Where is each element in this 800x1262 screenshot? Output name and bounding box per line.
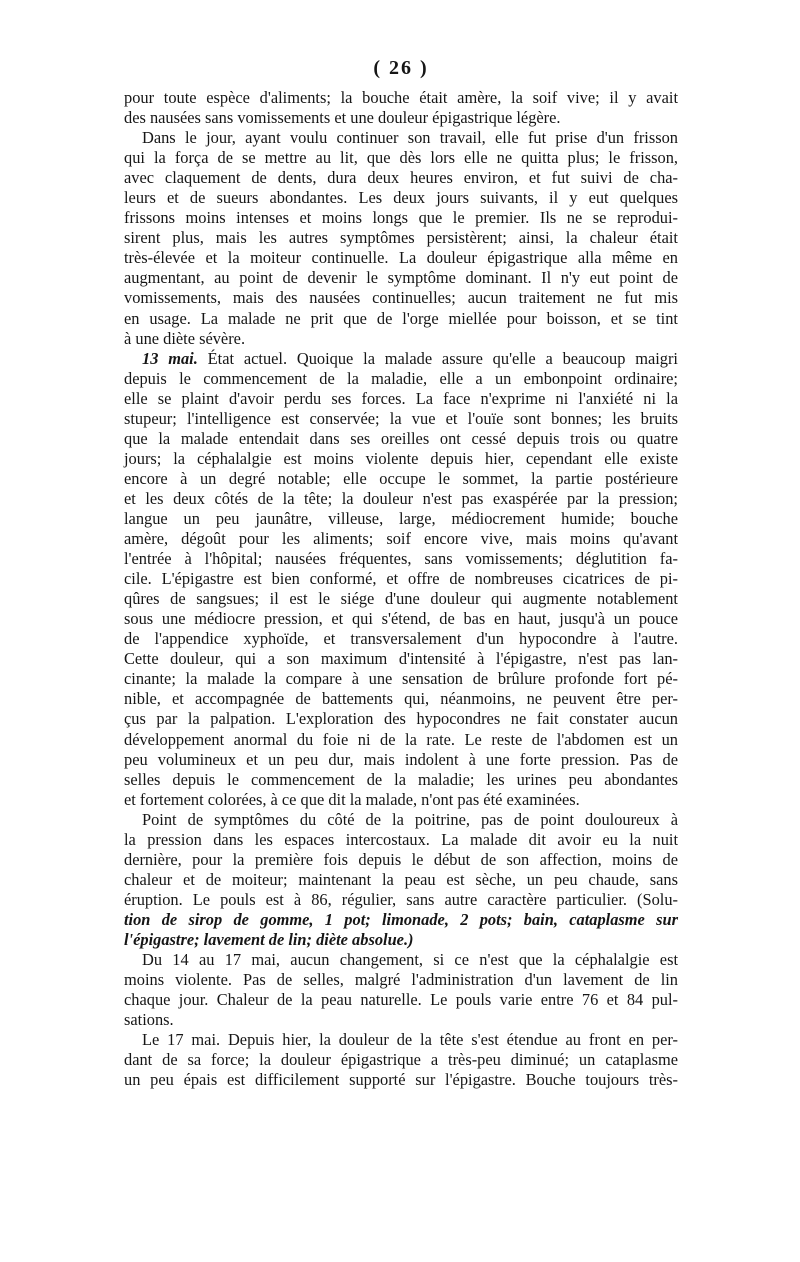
text-line: nible, et accompagnée de battements qui, néanmoins, ne peuvent être per- <box>124 689 678 709</box>
text-line: cile. L'épigastre est bien conformé, et offre de nombreuses cicatrices de pi- <box>124 569 678 589</box>
text-line: Le 17 mai. Depuis hier, la douleur de la tête s'est étendue au front en per- <box>142 1030 678 1050</box>
text-line: amère, dégoût pour les aliments; soif encore vive, mais moins qu'avant <box>124 529 678 549</box>
text-line: à une diète sévère. <box>124 328 246 348</box>
text-line: cinante; la malade la compare à une sensation de brûlure profonde fort pé- <box>124 669 678 689</box>
text-line: augmentant, au point de devenir le symptôme dominant. Il n'y eut point de <box>124 268 678 288</box>
text-line: jours; la céphalalgie est moins violente depuis hier, cependant elle existe <box>124 448 678 468</box>
paragraph-1 <box>124 88 678 128</box>
text-line: peu volumineux et un peu dur, mais indolent à une forte pression. Pas de <box>124 749 678 769</box>
paragraph-2 <box>124 128 678 349</box>
text-line: chaque jour. Chaleur de la peau naturelle. Le pouls varie entre 76 et 84 pul- <box>124 990 678 1010</box>
text-line: éruption. Le pouls est à 86, régulier, sans autre caractère particulier. (Solu- <box>124 889 678 909</box>
text-line <box>124 349 678 369</box>
prescription-line: l'épigastre; lavement de lin; diète absolue.) <box>124 929 414 949</box>
text-line: sirent plus, mais les autres symptômes persistèrent; ainsi, la chaleur était <box>124 228 678 248</box>
text-line: en usage. La malade ne prit que de l'orge miellée pour boisson, et se tint <box>124 308 678 328</box>
text-line-rest: État actuel. Quoique la malade assure qu'elle a beaucoup maigri <box>197 348 678 368</box>
text-line: dernière, pour la première fois depuis le début de son affection, moins de <box>124 849 678 869</box>
text-line: avec claquement de dents, dura deux heures environ, et fut suivi de cha- <box>124 168 678 188</box>
text-line: qui la força de se mettre au lit, que dès lors elle ne quitta plus; le frisson, <box>124 148 678 168</box>
text-line: la pression dans les espaces intercostaux. La malade dit avoir eu la nuit <box>124 829 678 849</box>
text-line: et fortement colorées, à ce que dit la malade, n'ont pas été examinées. <box>124 789 580 809</box>
text-line: Dans le jour, ayant voulu continuer son travail, elle fut prise d'un frisson <box>142 128 678 148</box>
paragraph-3 <box>124 349 678 810</box>
text-line: moins violente. Pas de selles, malgré l'administration d'un lavement de lin <box>124 970 678 990</box>
book-page <box>124 58 678 1090</box>
text-line: chaleur et de moiteur; maintenant la peau est sèche, un peu chaude, sans <box>124 869 678 889</box>
text-line: que la malade entendait dans ses oreilles ont cessé depuis trois ou quatre <box>124 428 678 448</box>
text-line: elle se plaint d'avoir perdu ses forces. La face n'exprime ni l'anxiété ni la <box>124 388 678 408</box>
text-line: vomissements, mais des nausées continuelles; aucun traitement ne fut mis <box>124 288 678 308</box>
date-label: 13 mai. <box>142 348 198 368</box>
text-line: langue un peu jaunâtre, villeuse, large, médiocrement humide; bouche <box>124 508 678 528</box>
text-line: pour toute espèce d'aliments; la bouche était amère, la soif vive; il y avait <box>124 88 678 107</box>
text-line: Cette douleur, qui a son maximum d'intensité à l'épigastre, n'est pas lan- <box>124 649 678 669</box>
page-number: ( 26 ) <box>373 57 429 79</box>
prescription-line: tion de sirop de gomme, 1 pot; limonade, 2 pots; bain, cataplasme sur <box>124 909 678 929</box>
text-line: développement anormal du foie ni de la rate. Le reste de l'abdomen est un <box>124 729 678 749</box>
text-line: des nausées sans vomissements et une douleur épigastrique légère. <box>124 108 561 128</box>
text-line: depuis le commencement de la maladie, elle a un embonpoint ordinaire; <box>124 368 678 388</box>
text-line: qûres de sangsues; il est le siége d'une douleur qui augmente notablement <box>124 589 678 609</box>
text-line: encore à un degré notable; elle occupe le sommet, la partie postérieure <box>124 468 678 488</box>
text-line: l'entrée à l'hôpital; nausées fréquentes, sans vomissements; déglutition fa- <box>124 549 678 569</box>
paragraph-5 <box>124 950 678 1030</box>
text-line: sations. <box>124 1010 174 1030</box>
text-line: sous une médiocre pression, et qui s'étend, de bas en haut, jusqu'à un pouce <box>124 609 678 629</box>
paragraph-4 <box>124 810 678 950</box>
text-line: très-élevée et la moiteur continuelle. La douleur épigastrique alla même en <box>124 248 678 268</box>
text-line: çus par la palpation. L'exploration des hypocondres ne fait constater aucun <box>124 709 678 729</box>
text-line: Du 14 au 17 mai, aucun changement, si ce n'est que la céphalalgie est <box>142 950 678 970</box>
text-line: dant de sa force; la douleur épigastrique a très-peu diminué; un cataplasme <box>124 1050 678 1070</box>
text-line: et les deux côtés de la tête; la douleur n'est pas exaspérée par la pression; <box>124 488 678 508</box>
text-line: Point de symptômes du côté de la poitrine, pas de point douloureux à <box>142 809 678 829</box>
text-line: un peu épais est difficilement supporté sur l'épigastre. Bouche toujours très- <box>124 1070 678 1090</box>
text-line: de l'appendice xyphoïde, et transversalement d'un hypocondre à l'autre. <box>124 629 678 649</box>
text-line: frissons moins intenses et moins longs que le premier. Ils ne se reprodui- <box>124 208 678 228</box>
text-line: stupeur; l'intelligence est conservée; la vue et l'ouïe sont bonnes; les bruits <box>124 408 678 428</box>
text-line: leurs et de sueurs abondantes. Les deux jours suivants, il y eut quelques <box>124 188 678 208</box>
paragraph-6 <box>124 1030 678 1090</box>
text-line: selles depuis le commencement de la maladie; les urines peu abondantes <box>124 769 678 789</box>
